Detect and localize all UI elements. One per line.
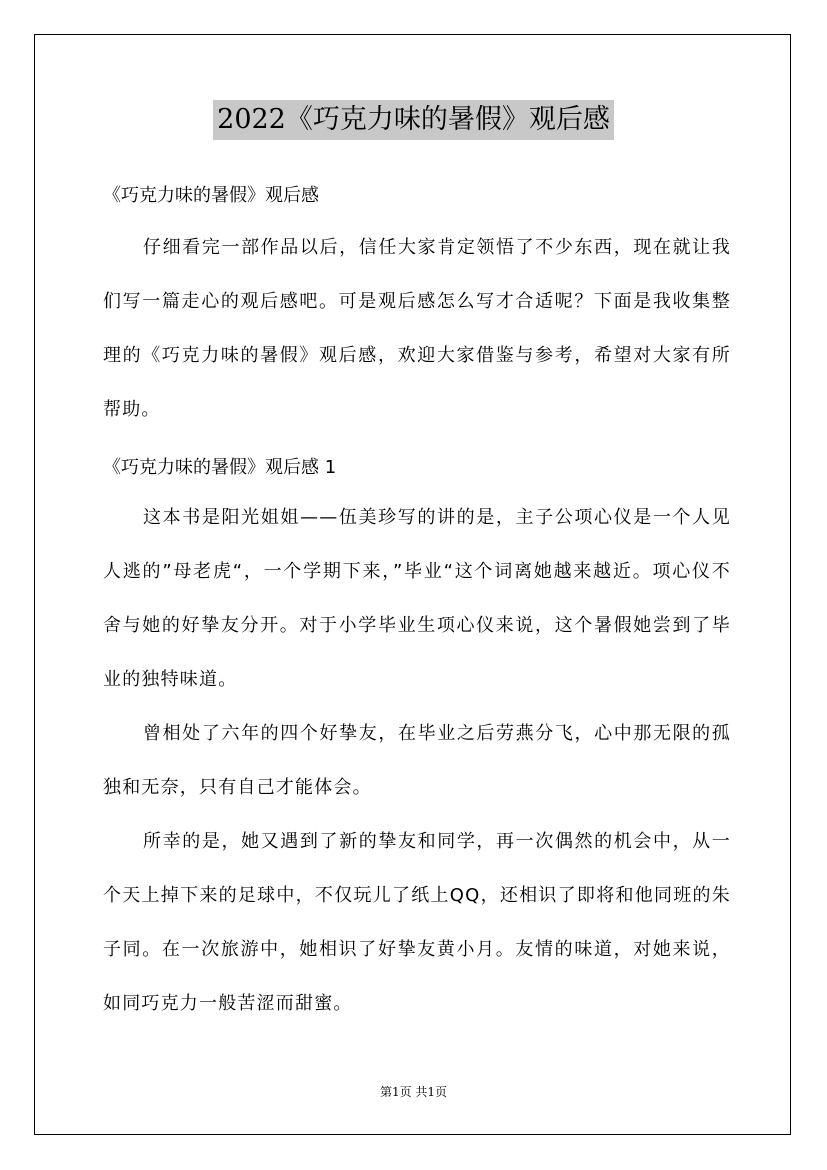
- body-paragraph-1: 这本书是阳光姐姐——伍美珍写的讲的是，主子公项心仪是一个人见人逃的”母老虎“，一个学期下来，”毕业“这个词离她越来越近。项心仪不舍与她的好挚友分开。对于小学毕业生项心仪来说，这个暑假她尝到了毕业的独特味道。: [103, 507, 731, 690]
- intro-paragraph: 仔细看完一部作品以后，信任大家肯定领悟了不少东西，现在就让我们写一篇走心的观后感吧。可是观后感怎么写才合适呢？下面是我收集整理的《巧克力味的暑假》观后感，欢迎大家借鉴与参考，希望对大家有所帮助。: [103, 237, 731, 420]
- section-heading: 《巧克力味的暑假》观后感 1: [103, 457, 337, 478]
- body-paragraph-2: 曾相处了六年的四个好挚友，在毕业之后劳燕分飞，心中那无限的孤独和无奈，只有自己才能体会。: [103, 723, 731, 798]
- document-subtitle: 《巧克力味的暑假》观后感: [103, 185, 319, 206]
- title-container: [0, 100, 827, 140]
- document-title: 2022《巧克力味的暑假》观后感: [213, 100, 614, 140]
- body-paragraph-3: 所幸的是，她又遇到了新的挚友和同学，再一次偶然的机会中，从一个天上掉下来的足球中，不仅玩儿了纸上QQ，还相识了即将和他同班的朱子同。在一次旅游中，她相识了好挚友黄小月。友情的味道，对她来说，如同巧克力一般苦涩而甜蜜。: [103, 831, 731, 1014]
- page-footer: 第1页 共1页: [379, 1085, 448, 1099]
